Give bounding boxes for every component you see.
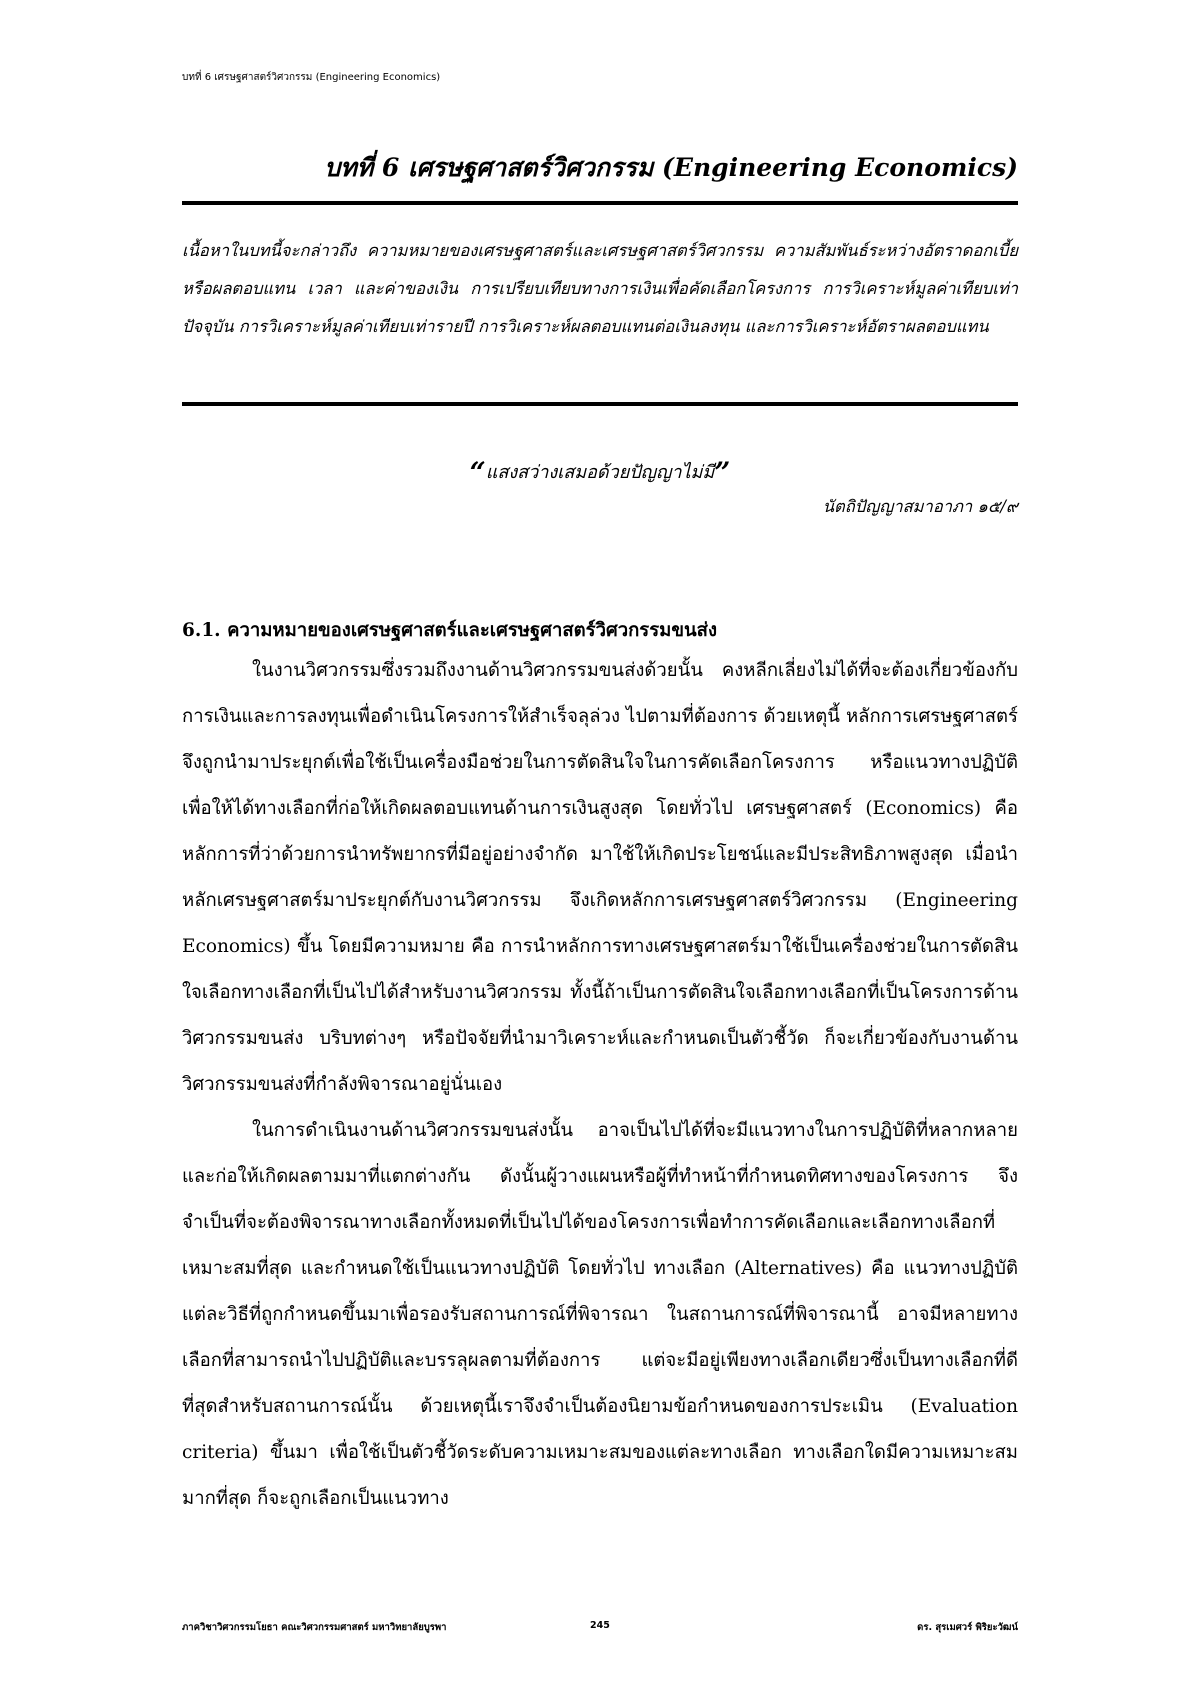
epigraph-source: นัตถิปัญญาสมาอาภา ๑๕/๙: [822, 497, 1018, 516]
epigraph-quote: [0, 456, 1200, 489]
running-header: บทที่ 6 เศรษฐศาสตร์วิศวกรรม (Engineering Economics): [182, 72, 441, 83]
bottom-divider: [182, 402, 1018, 406]
chapter-title: บทที่ 6 เศรษฐศาสตร์วิศวกรรม (Engineering Economics): [324, 153, 1018, 182]
footer-page-number: 245: [590, 1620, 610, 1631]
section-heading: 6.1. ความหมายของเศรษฐศาสตร์และเศรษฐศาสตร์วิศวกรรมขนส่ง: [182, 620, 717, 641]
footer-author: ดร. สุรเมศวร์ พิริยะวัฒน์: [917, 1622, 1018, 1633]
paragraph: [182, 1108, 1018, 1522]
section-body: [182, 648, 1018, 1522]
paragraph-text: ในงานวิศวกรรมซึ่งรวมถึงงานด้านวิศวกรรมขนส่งด้วยนั้น คงหลีกเลี่ยงไม่ได้ที่จะต้องเกี่ยวข้องกับการเงินและการลงทุนเพื่อดำเนินโครงการให้สำเร็จลุล่วง ไปตามที่ต้องการ ด้วยเหตุนี้ หลักการเศรษฐศาสตร์จึงถูกนำมาประยุกต์เพื่อใช้เป็นเครื่องมือช่วยในการตัดสินใจในการคัดเลือกโครงการ หรือแนวทางปฏิบัติเพื่อให้ได้ทางเลือกที่ก่อให้เกิดผลตอบแทนด้านการเงินสูงสุด โดยทั่วไป เศรษฐศาสตร์ (Economics) คือ หลักการที่ว่าด้วยการนำทรัพยากรที่มีอยู่อย่างจำกัด มาใช้ให้เกิดประโยชน์และมีประสิทธิภาพสูงสุด เมื่อนำหลักเศรษฐศาสตร์มาประยุกต์กับงานวิศวกรรม จึงเกิดหลักการเศรษฐศาสตร์วิศวกรรม (Engineering Economics) ขึ้น โดยมีความหมาย คือ การนำหลักการทางเศรษฐศาสตร์มาใช้เป็นเครื่องช่วยในการตัดสินใจเลือกทางเลือกที่เป็นไปได้สำหรับงานวิศวกรรม ทั้งนี้ถ้าเป็นการตัดสินใจเลือกทางเลือกที่เป็นโครงการด้านวิศวกรรมขนส่ง บริบทต่างๆ หรือปัจจัยที่นำมาวิเคราะห์และกำหนดเป็นตัวชี้วัด ก็จะเกี่ยวข้องกับงานด้านวิศวกรรมขนส่งที่กำลังพิจารณาอยู่นั่นเอง: [182, 660, 1018, 1095]
top-divider: [182, 201, 1018, 205]
paragraph-text: ในการดำเนินงานด้านวิศวกรรมขนส่งนั้น อาจเป็นไปได้ที่จะมีแนวทางในการปฏิบัติที่หลากหลายและก่อให้เกิดผลตามมาที่แตกต่างกัน ดังนั้นผู้วางแผนหรือผู้ที่ทำหน้าที่กำหนดทิศทางของโครงการ จึงจำเป็นที่จะต้องพิจารณาทางเลือกทั้งหมดที่เป็นไปได้ของโครงการเพื่อทำการคัดเลือกและเลือกทางเลือกที่เหมาะสมที่สุด และกำหนดใช้เป็นแนวทางปฏิบัติ โดยทั่วไป ทางเลือก (Alternatives) คือ แนวทางปฏิบัติแต่ละวิธีที่ถูกกำหนดขึ้นมาเพื่อรองรับสถานการณ์ที่พิจารณา ในสถานการณ์ที่พิจารณานี้ อาจมีหลายทางเลือกที่สามารถนำไปปฏิบัติและบรรลุผลตามที่ต้องการ แต่จะมีอยู่เพียงทางเลือกเดียวซึ่งเป็นทางเลือกที่ดีที่สุดสำหรับสถานการณ์นั้น ด้วยเหตุนี้เราจึงจำเป็นต้องนิยามข้อกำหนดของการประเมิน (Evaluation criteria) ขึ้นมา เพื่อใช้เป็นตัวชี้วัดระดับความเหมาะสมของแต่ละทางเลือก ทางเลือกใดมีความเหมาะสมมากที่สุด ก็จะถูกเลือกเป็นแนวทาง: [182, 1120, 1018, 1509]
open-quote-mark: “: [469, 456, 486, 489]
close-quote-mark: ”: [714, 456, 731, 489]
epigraph-text: แสงสว่างเสมอด้วยปัญญาไม่มี: [485, 462, 715, 483]
paragraph: [182, 648, 1018, 1108]
chapter-abstract: เนื้อหาในบทนี้จะกล่าวถึง ความหมายของเศรษฐศาสตร์และเศรษฐศาสตร์วิศวกรรม ความสัมพันธ์ระหว่างอัตราดอกเบี้ยหรือผลตอบแทน เวลา และค่าของเงิน การเปรียบเทียบทางการเงินเพื่อคัดเลือกโครงการ การวิเคราะห์มูลค่าเทียบเท่าปัจจุบัน การวิเคราะห์มูลค่าเทียบเท่ารายปี การวิเคราะห์ผลตอบแทนต่อเงินลงทุน และการวิเคราะห์อัตราผลตอบแทน: [182, 241, 1018, 336]
footer-department: ภาควิชาวิศวกรรมโยธา คณะวิศวกรรมศาสตร์ มหาวิทยาลัยบูรพา: [182, 1622, 447, 1633]
